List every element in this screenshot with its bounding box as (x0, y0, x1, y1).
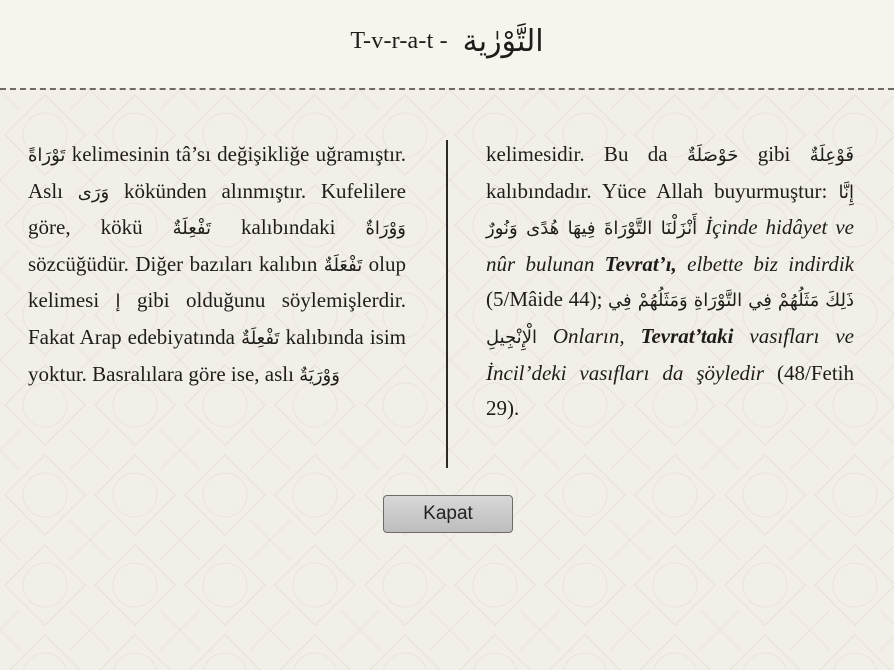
left-text-column (28, 137, 406, 393)
arabic-word: وَرَى (77, 181, 110, 203)
text-segment: sözcüğüdür. Diğer bazıları kalıbın (28, 251, 324, 276)
verse-reference: (5/Mâide 44); (486, 287, 609, 312)
text-segment: kelimesinin tâ’sı değişikliğe uğramıştır. Aslı (28, 142, 406, 203)
title-arabic: التَّوْرٰية (462, 24, 544, 59)
arabic-verse: إِنَّا أَنْزَلْنَا التَّوْرَاةَ فِيهَا هُدًى وَنُورٌ (486, 181, 854, 240)
italic-translation: Onların, (536, 323, 641, 348)
arabic-word: تَوْرَاةً (28, 145, 66, 166)
arabic-word: تَفْعِلَةٌ (172, 218, 211, 240)
arabic-word: تَفْعَلَةٌ (323, 254, 363, 276)
text-segment: kalıbındadır. Yüce Allah buyurmuştur: (486, 178, 839, 203)
arabic-verse: ذَلِكَ مَثَلُهُمْ فِي التَّوْرَاةِ وَمَثَلُهُمْ فِي الْإِنْجِيلِ (486, 290, 854, 348)
text-segment: gibi olduğunu söylemişlerdir. Fakat Arap edebiyatında (28, 288, 406, 349)
arabic-word: فَوْعِلَةٌ (809, 145, 854, 166)
italic-translation: İçinde hidâyet ve nûr bulunan (486, 215, 855, 276)
bold-italic-term: Tevrat’ı, (604, 251, 677, 276)
header-divider (0, 88, 894, 90)
arabic-word: حَوْصَلَةٌ (687, 145, 739, 166)
left-paragraph (28, 137, 406, 393)
column-divider (446, 140, 448, 468)
bold-italic-term: Tevrat’taki (640, 323, 734, 348)
right-paragraph (486, 137, 854, 427)
arabic-word: وَوْرَاةٌ (365, 218, 406, 240)
text-segment: kelimesidir. Bu da (486, 142, 687, 166)
arabic-word: وَوْرَيَةٌ (299, 364, 340, 386)
text-segment: kalıbında isim yoktur. Basralılara göre ise, aslı (28, 324, 406, 386)
page-title (0, 24, 894, 59)
verse-reference: (48/Fetih 29). (486, 360, 854, 421)
arabic-word: إ (115, 291, 121, 313)
italic-translation: vasıfları ve İncil’deki vasıfları da şöyledir (486, 323, 854, 385)
text-segment: gibi (738, 142, 810, 166)
text-segment: kalıbındaki (211, 215, 366, 240)
text-segment: kökünden alınmıştır. Kufelilere göre, kökü (28, 178, 406, 240)
arabic-word: تَفْعِلَةٌ (241, 327, 280, 349)
italic-translation: elbette biz indirdik (676, 251, 854, 276)
close-button[interactable]: Kapat (383, 495, 513, 533)
text-segment: olup kelimesi (28, 251, 407, 313)
right-text-column (486, 137, 854, 427)
title-latin: T-v-r-a-t - (350, 28, 448, 54)
